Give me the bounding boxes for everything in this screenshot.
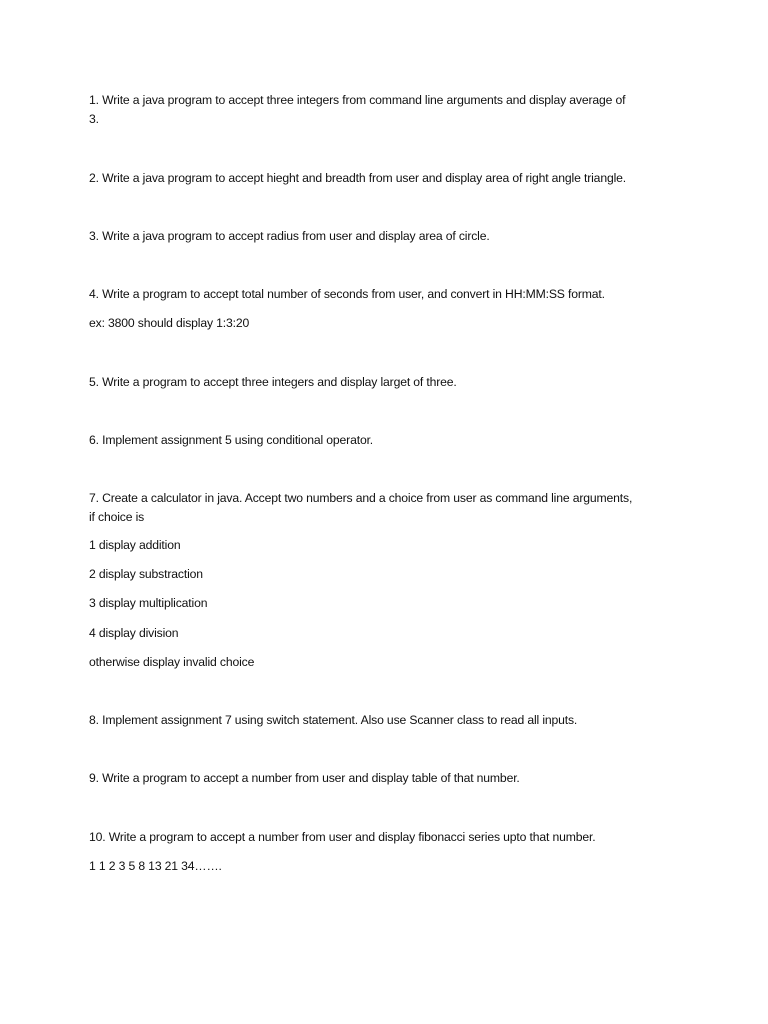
question-3: 3. Write a java program to accept radius from user and display area of circle. <box>89 229 490 243</box>
question-7-line-1: 7. Create a calculator in java. Accept two numbers and a choice from user as command line arguments, <box>89 491 633 505</box>
question-9: 9. Write a program to accept a number from user and display table of that number. <box>89 771 520 785</box>
question-4-example: ex: 3800 should display 1:3:20 <box>89 316 250 330</box>
question-7-option-1: 1 display addition <box>89 538 181 552</box>
question-7-option-3: 3 display multiplication <box>89 596 208 610</box>
question-7-option-4: 4 display division <box>89 626 179 640</box>
question-7-otherwise: otherwise display invalid choice <box>89 655 255 669</box>
question-8: 8. Implement assignment 7 using switch statement. Also use Scanner class to read all inputs. <box>89 713 578 727</box>
question-10: 10. Write a program to accept a number from user and display fibonacci series upto that number. <box>89 830 596 844</box>
question-4: 4. Write a program to accept total number of seconds from user, and convert in HH:MM:SS format. <box>89 287 605 301</box>
question-6: 6. Implement assignment 5 using conditional operator. <box>89 433 374 447</box>
question-1-line-2: 3. <box>89 112 99 126</box>
question-5: 5. Write a program to accept three integers and display larget of three. <box>89 375 457 389</box>
question-7-option-2: 2 display substraction <box>89 567 203 581</box>
question-2: 2. Write a java program to accept hieght and breadth from user and display area of right angle triangle. <box>89 171 626 185</box>
question-1-line-1: 1. Write a java program to accept three integers from command line arguments and display average of <box>89 93 626 107</box>
question-7-line-2: if choice is <box>89 510 145 524</box>
question-10-example: 1 1 2 3 5 8 13 21 34……. <box>89 859 222 873</box>
